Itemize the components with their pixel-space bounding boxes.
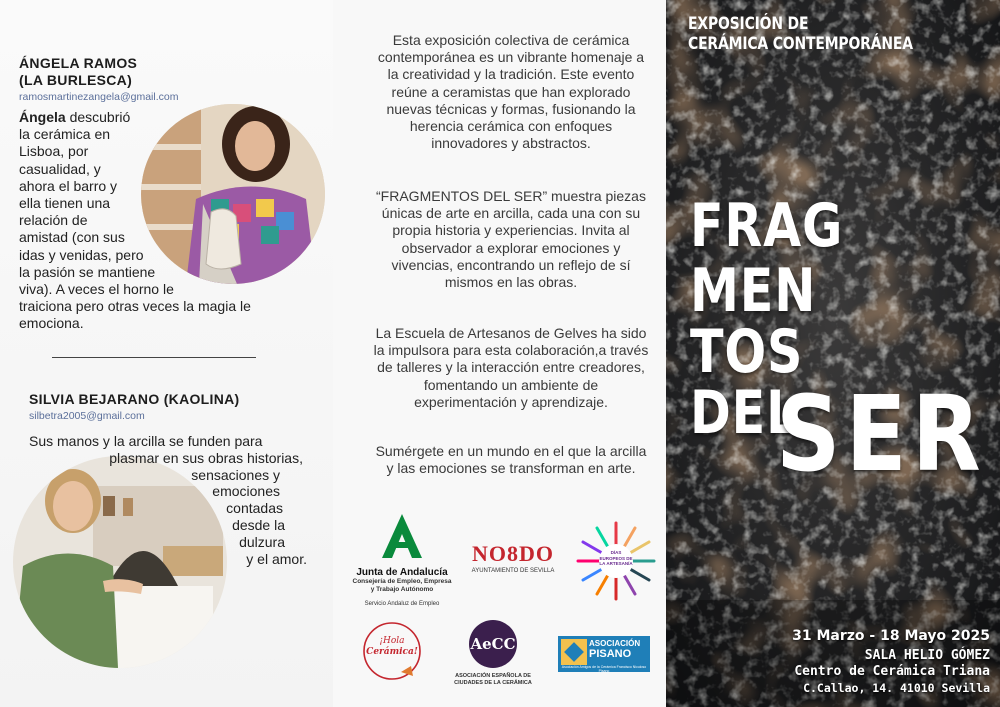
nodo-sub: AYUNTAMIENTO DE SEVILLA xyxy=(471,568,555,574)
section-divider xyxy=(52,357,256,358)
kicker-line1: EXPOSICIÓN DE xyxy=(688,14,809,34)
asociacion-pisano-logo xyxy=(558,636,650,672)
exhibition-dates: 31 Marzo - 18 Mayo 2025 xyxy=(792,628,990,644)
fragments-paragraph: “FRAGMENTOS DEL SER” muestra piezas únicas de arte en arcilla, cada una con su propia historia y experiencias. Invita al observador a explorar emociones y vivencias, encontrando un reflejo de sí mismos en las obras. xyxy=(376,188,646,291)
bio-line: la pasión se mantiene xyxy=(19,263,156,280)
artist-2-bio xyxy=(29,433,313,567)
cover-kicker xyxy=(688,14,934,54)
closing-paragraph: Sumérgete en un mundo en el que la arcilla y las emociones se transforman en arte. xyxy=(375,443,647,477)
junta-andalucia-icon xyxy=(378,512,426,560)
bio-line: descubrió xyxy=(69,109,131,125)
bio-line: amistad (con sus xyxy=(19,229,125,246)
bio-line: ella tienen una xyxy=(19,195,111,212)
cover-panel xyxy=(666,0,1000,707)
artist-1-name-line1: ÁNGELA RAMOS xyxy=(19,55,138,71)
intro-paragraph: Esta exposición colectiva de cerámica contemporánea es un vibrante homenaje a la creatividad y la tradición. Este evento reúne a ceramistas que han explorado nuevas técnicas y formas, fusionando la herencia cerámica con enfoques innovadores y abstractos. xyxy=(377,32,645,152)
nodo-word: NO8DO xyxy=(472,541,554,566)
venue-center: Centro de Cerámica Triana xyxy=(794,664,990,679)
venue-name: SALA HELIO GÓMEZ xyxy=(864,648,990,663)
hola-text xyxy=(361,636,423,658)
pisano-text xyxy=(589,639,647,660)
artist-1-email[interactable]: ramosmartinezangela@gmail.com xyxy=(19,91,179,103)
bio-line: dulzura xyxy=(239,533,285,550)
hola-line1: ¡Hola xyxy=(379,636,405,646)
description-panel xyxy=(333,0,666,707)
bio-line: emociona. xyxy=(19,315,84,332)
kicker-line2: CERÁMICA CONTEMPORÁNEA xyxy=(688,34,913,54)
aecc-word: AeCC xyxy=(470,635,516,653)
bio-line: desde la xyxy=(232,516,285,533)
aecc-logo xyxy=(445,620,541,686)
pisano-line2: PISANO xyxy=(589,648,632,660)
title-frag: FRAG xyxy=(690,191,844,261)
pisano-sub: Asociación Amigos de la Cerámica Francisco Niculoso Pisano xyxy=(561,665,647,673)
title-ser: SER xyxy=(776,373,986,495)
junta-sub1: Consejería de Empleo, Empresa xyxy=(352,578,452,585)
bio-line: Sus manos y la arcilla se funden para xyxy=(29,433,263,449)
aecc-sub2: CIUDADES DE LA CERÁMICA xyxy=(454,679,532,686)
bio-line: idas y venidas, pero xyxy=(19,246,144,263)
bio-line: sensaciones y xyxy=(191,466,280,483)
bio-line: contadas xyxy=(226,500,283,517)
artist-1-bio xyxy=(19,109,251,333)
aecc-badge xyxy=(469,620,517,668)
junta-sub3: Servicio Andaluz de Empleo xyxy=(364,601,440,607)
title-del: DEL xyxy=(690,378,799,448)
artist-1-name-line2: (LA BURLESCA) xyxy=(19,72,133,88)
bio-line: y el amor. xyxy=(246,550,307,567)
pisano-tile-icon xyxy=(561,639,587,665)
bio-line: viva). A veces el horno le xyxy=(19,281,174,298)
hola-ceramica-logo xyxy=(361,620,423,682)
dias-text: DÍAS EUROPEOS DE LA ARTESANÍA xyxy=(599,550,633,566)
bio-line: casualidad, y xyxy=(19,160,101,177)
junta-sub2: y Trabajo Autónomo xyxy=(370,586,434,593)
hola-line2: Cerámica! xyxy=(366,647,418,657)
artist-2-name: SILVIA BEJARANO (KAOLINA) xyxy=(29,391,240,407)
artist-2-email[interactable]: silbetra2005@gmail.com xyxy=(29,410,145,422)
bio-line: ahora el barro y xyxy=(19,177,118,194)
title-tos: TOS xyxy=(690,317,804,387)
bio-line: la cerámica en xyxy=(19,126,111,143)
junta-title: Junta de Andalucía xyxy=(356,567,448,578)
bio-line: traiciona pero otras veces la magia le xyxy=(19,298,251,315)
dias-europeos-artesania-logo xyxy=(575,520,657,602)
bio-line: emociones xyxy=(212,483,280,500)
bio-line: Lisboa, por xyxy=(19,143,89,160)
aecc-sub1: ASOCIACIÓN ESPAÑOLA DE xyxy=(455,673,531,679)
title-men: MEN xyxy=(690,256,817,326)
artist-1-name xyxy=(19,55,137,89)
pisano-line1: ASOCIACIÓN xyxy=(589,639,641,648)
bio-line: relación de xyxy=(19,212,88,229)
artist-1-bio-bold: Ángela xyxy=(19,109,66,125)
nodo-sevilla-logo xyxy=(463,541,563,575)
junta-andalucia-logo xyxy=(347,512,457,608)
school-paragraph: La Escuela de Artesanos de Gelves ha sido la impulsora para esta colaboración,a través de talleres y la interacción entre creadores, fomentando un ambiente de experimentación y aprendizaje. xyxy=(373,325,649,410)
artists-panel xyxy=(0,0,333,707)
bio-line: plasmar en sus obras historias, xyxy=(109,449,303,466)
venue-address: C.Callao, 14. 41010 Sevilla xyxy=(803,681,990,695)
